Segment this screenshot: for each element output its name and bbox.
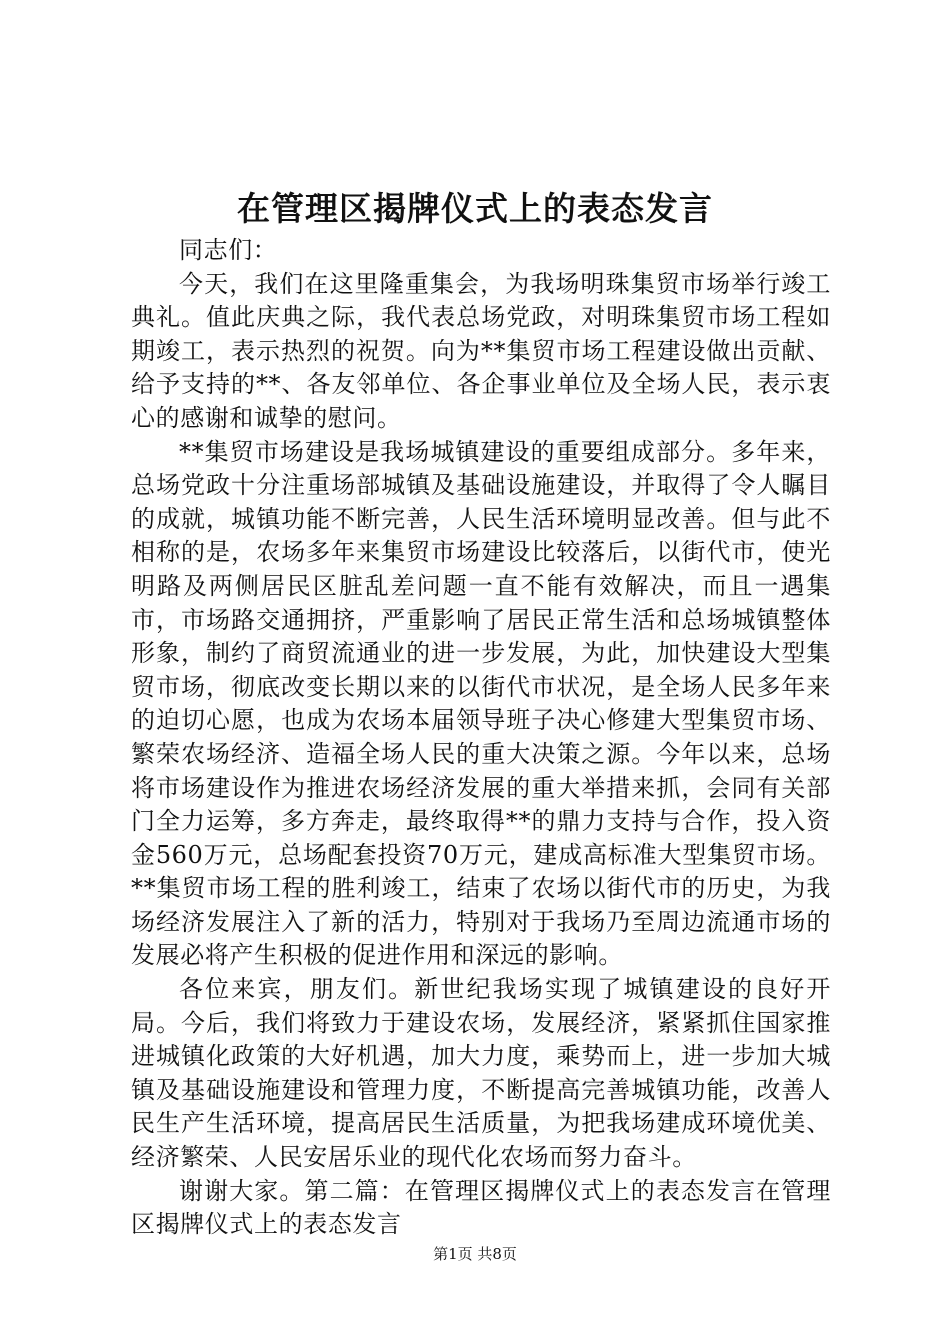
page-number-footer: 第1页 共8页 bbox=[433, 1245, 517, 1263]
document-body bbox=[131, 234, 831, 1242]
salutation: 同志们： bbox=[179, 236, 278, 264]
page-title: 在管理区揭牌仪式上的表态发言 bbox=[237, 189, 713, 228]
paragraph: 今天，我们在这里隆重集会，为我场明珠集贸市场举行竣工典礼。值此庆典之际，我代表总场党政，对明珠集贸市场工程如期竣工，表示热烈的祝贺。向为**集贸市场工程建设做出贡献、给予支持的**、各友邻单位、各企事业单位及全场人民，表示衷心的感谢和诚挚的慰问。 bbox=[131, 269, 831, 432]
paragraph: **集贸市场建设是我场城镇建设的重要组成部分。多年来，总场党政十分注重场部城镇及基础设施建设，并取得了令人瞩目的成就，城镇功能不断完善，人民生活环境明显改善。但与此不相称的是，农场多年来集贸市场建设比较落后，以街代市，使光明路及两侧居民区脏乱差问题一直不能有效解决，而且一遇集市，市场路交通拥挤，严重影响了居民正常生活和总场城镇整体形象，制约了商贸流通业的进一步发展，为此，加快建设大型集贸市场，彻底改变长期以来的以街代市状况，是全场人民多年来的迫切心愿，也成为农场本届领导班子决心修建大型集贸市场、繁荣农场经济、造福全场人民的重大决策之源。今年以来，总场将市场建设作为推进农场经济发展的重大举措来抓，会同有关部门全力运筹，多方奔走，最终取得**的鼎力支持与合作，投入资金560万元，总场配套投资70万元，建成高标准大型集贸市场。**集贸市场工程的胜利竣工，结束了农场以街代市的历史，为我场经济发展注入了新的活力，特别对于我场乃至周边流通市场的发展必将产生积极的促进作用和深远的影响。 bbox=[131, 437, 831, 970]
paragraph: 各位来宾，朋友们。新世纪我场实现了城镇建设的良好开局。今后，我们将致力于建设农场，发展经济，紧紧抓住国家推进城镇化政策的大好机遇，加大力度，乘势而上，进一步加大城镇及基础设施建设和管理力度，不断提高完善城镇功能，改善人民生产生活环境，提高居民生活质量，为把我场建成环境优美、经济繁荣、人民安居乐业的现代化农场而努力奋斗。 bbox=[131, 975, 831, 1172]
paragraph: 谢谢大家。第二篇：在管理区揭牌仪式上的表态发言在管理区揭牌仪式上的表态发言 bbox=[131, 1176, 831, 1239]
